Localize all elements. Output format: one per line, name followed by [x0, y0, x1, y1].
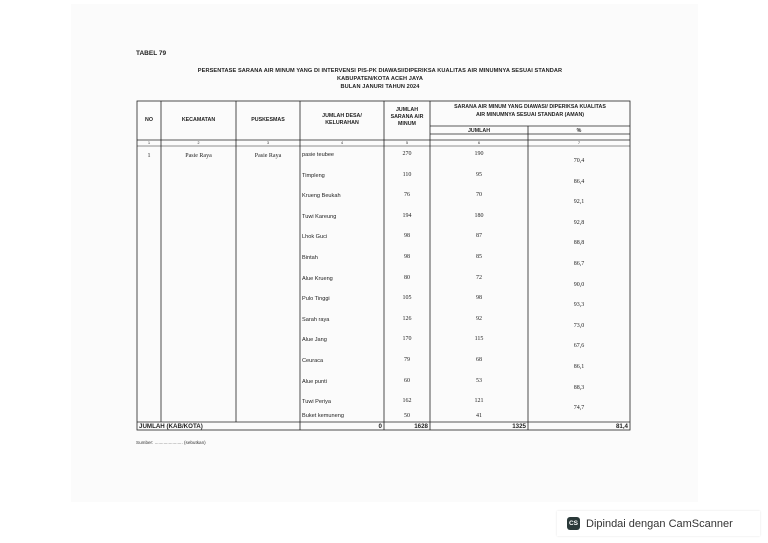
- village-name: Pulo Tinggi: [302, 296, 330, 303]
- header-group-line1: SARANA AIR MINUM YANG DIAWASI/ DIPERIKSA KUALITAS: [454, 104, 606, 110]
- village-persen: 93,3: [573, 302, 585, 309]
- village-jumlah: 68: [476, 357, 482, 363]
- header-persen: %: [576, 128, 582, 134]
- village-name: Ceuraca: [302, 358, 324, 364]
- total-label: JUMLAH (KAB/KOTA): [139, 423, 203, 430]
- village-name: Timpleng: [302, 172, 325, 179]
- village-persen: 92,8: [573, 219, 585, 226]
- camscanner-logo-icon: CS: [567, 517, 580, 530]
- village-name: Bintah: [302, 255, 318, 261]
- header-no: NO: [145, 117, 153, 123]
- village-persen: 67,6: [573, 343, 585, 350]
- village-jumlah: 115: [474, 336, 484, 343]
- village-sarana: 50: [404, 413, 410, 419]
- table-title: PERSENTASE SARANA AIR MINUM YANG DI INTERVENSI PIS-PK DIAWASI/DIPERIKSA KUALITAS AIR MINUMNYA SESUAI STANDAR: [197, 68, 563, 74]
- village-sarana: 126: [402, 315, 412, 322]
- village-name: Tuwi Kareung: [302, 213, 337, 220]
- village-sarana: 162: [402, 398, 412, 405]
- header-puskesmas: PUSKESMAS: [251, 117, 285, 123]
- village-persen: 73,0: [573, 322, 585, 329]
- village-persen: 92,1: [573, 199, 585, 206]
- village-sarana: 270: [402, 151, 412, 157]
- village-sarana: 170: [402, 336, 412, 343]
- col-number: 4: [341, 141, 343, 145]
- header-sarana-line3: MINUM: [398, 121, 416, 127]
- col-number: 7: [578, 141, 580, 145]
- village-sarana: 60: [404, 377, 410, 384]
- total-desa: 0: [378, 423, 382, 430]
- header-group-line2: AIR MINUMNYA SESUAI STANDAR (AMAN): [475, 112, 585, 118]
- village-persen: 70,4: [573, 158, 585, 164]
- header-desa-line2: KELURAHAN: [325, 120, 359, 126]
- col-number: 1: [148, 141, 150, 145]
- row-puskesmas: Pasie Raya: [254, 153, 282, 159]
- village-sarana: 105: [402, 295, 412, 302]
- total-sarana: 1628: [414, 423, 428, 430]
- village-name: Alue punti: [302, 378, 327, 385]
- village-persen: 88,8: [573, 240, 585, 247]
- row-no: 1: [147, 153, 151, 159]
- header-jumlah: JUMLAH: [467, 128, 491, 134]
- village-sarana: 98: [404, 233, 410, 240]
- village-jumlah: 98: [476, 295, 482, 302]
- village-sarana: 79: [404, 357, 410, 363]
- village-sarana: 80: [404, 274, 410, 281]
- village-persen: 86,7: [573, 261, 585, 267]
- village-sarana: 194: [402, 212, 412, 219]
- village-name: Lhok Guci: [302, 234, 328, 241]
- village-jumlah: 95: [476, 171, 482, 178]
- table-subtitle-period: BULAN JANURI TAHUN 2024: [340, 84, 420, 90]
- table-subtitle-region: KABUPATEN/KOTA ACEH JAYA: [336, 76, 424, 82]
- village-persen: 90,0: [573, 281, 585, 288]
- watermark-text: Dipindai dengan CamScanner: [586, 517, 733, 530]
- village-name: Tuwi Periya: [302, 399, 332, 406]
- village-jumlah: 70: [476, 192, 482, 199]
- village-jumlah: 85: [476, 254, 482, 260]
- village-jumlah: 180: [474, 212, 484, 219]
- village-name: Buket kemuneng: [302, 413, 344, 419]
- header-kecamatan: KECAMATAN: [181, 117, 216, 123]
- village-jumlah: 190: [474, 151, 484, 157]
- header-sarana-line2: SARANA AIR: [390, 114, 424, 120]
- total-persen: 81,4: [615, 423, 628, 430]
- village-jumlah: 121: [474, 398, 484, 405]
- village-name: Sarah raya: [302, 316, 330, 323]
- village-name: pasie teubee: [302, 152, 335, 158]
- village-persen: 86,4: [573, 178, 585, 185]
- village-persen: 86,1: [573, 364, 585, 370]
- village-persen: 88,3: [573, 384, 585, 391]
- source-note: Sumber: ...................... (sebutkan): [136, 440, 206, 445]
- total-jumlah: 1325: [512, 423, 526, 430]
- village-name: Alue Jang: [302, 337, 327, 344]
- col-number: 3: [267, 141, 269, 145]
- village-name: Alue Krueng: [302, 275, 333, 282]
- village-persen: 74,7: [573, 405, 585, 412]
- table-label: TABEL 79: [136, 50, 167, 57]
- camscanner-watermark: [557, 511, 760, 536]
- village-jumlah: 92: [476, 315, 482, 322]
- village-sarana: 98: [404, 254, 410, 260]
- row-kecamatan: Pasie Raya: [185, 153, 212, 159]
- village-sarana: 110: [402, 171, 412, 178]
- header-desa-line1: JUMLAH DESA/: [322, 113, 362, 119]
- village-jumlah: 53: [476, 377, 482, 384]
- village-jumlah: 41: [476, 413, 482, 419]
- village-jumlah: 72: [476, 274, 482, 281]
- col-number: 2: [197, 141, 200, 145]
- village-sarana: 76: [404, 192, 410, 199]
- header-sarana-line1: JUMLAH: [395, 107, 419, 113]
- col-number: 6: [478, 141, 480, 145]
- village-jumlah: 87: [476, 233, 482, 240]
- village-name: Krueng Beukah: [302, 193, 341, 200]
- col-number: 5: [406, 141, 408, 145]
